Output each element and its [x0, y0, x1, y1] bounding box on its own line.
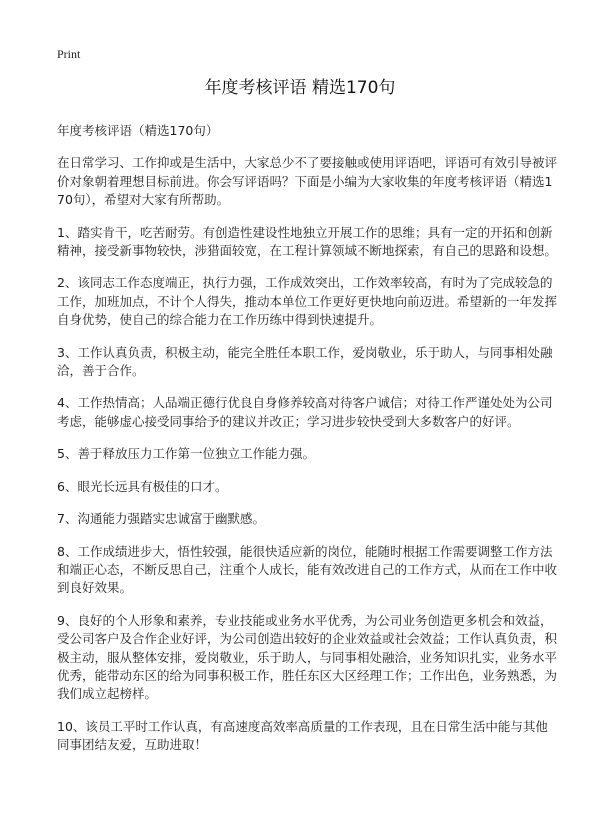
- print-link[interactable]: Print: [57, 47, 81, 61]
- list-item: 3、工作认真负责，积极主动，能完全胜任本职工作，爱岗敬业，乐于助人，与同事相处融洽，善于合作。: [57, 344, 553, 379]
- list-item: 4、工作热情高；人品端正德行优良自身修养较高对待客户诚信；对待工作严谨处处为公司考虑，能够虚心接受同事给予的建议并改正；学习进步较快受到大多数客户的好评。: [57, 395, 553, 429]
- article-body: [57, 122, 557, 769]
- list-item: 9、良好的个人形象和素养，专业技能或业务水平优秀，为公司业务创造更多机会和效益，受公司客户及合作企业好评，为公司创造出较好的企业效益或社会效益；工作认真负责，积极主动，服从整体安排，爱岗敬业，乐于助人，与同事相处融洽，业务知识扎实，业务水平优秀，能带动东区的给为同事积极工作，胜任东区大区经理工作；工作出色，业务熟悉，为我们成立起榜样。: [57, 612, 558, 702]
- list-item: 1、踏实肯干，吃苦耐劳。有创造性建设性地独立开展工作的思维；具有一定的开拓和创新精神，接受新事物较快，涉猎面较宽，在工程计算领域不断地探索，有自己的思路和设想。: [57, 224, 558, 259]
- list-item: 7、沟通能力强踏实忠诚富于幽默感。: [57, 511, 265, 527]
- list-item: 6、眼光长远具有极佳的口才。: [57, 478, 228, 494]
- list-item: 8、工作成绩进步大，悟性较强，能很快适应新的岗位，能随时根据工作需要调整工作方法和端正心态，不断反思自己，注重个人成长，能有效改进自己的工作方式，从而在工作中收到良好效果。: [57, 543, 558, 596]
- page-title: 年度考核评语 精选170句: [204, 78, 396, 98]
- list-item: 5、善于释放压力工作第一位独立工作能力强。: [57, 446, 315, 462]
- article-subtitle: 年度考核评语（精选170句）: [57, 123, 219, 138]
- list-item: 2、该同志工作态度端正，执行力强，工作成效突出，工作效率较高，有时为了完成较急的工作，加班加点，不计个人得失，推动本单位工作更好更快地向前迈进。希望新的一年发挥自身优势，使自己的综合能力在工作历练中得到快速提升。: [57, 275, 558, 328]
- intro-paragraph: 在日常学习、工作抑或是生活中，大家总少不了要接触或使用评语吧，评语可有效引导被评价对象朝着理想目标前进。你会写评语吗？下面是小编为大家收集的年度考核评语（精选170句），希望对大家有所帮助。: [57, 155, 558, 208]
- list-item: 10、该员工平时工作认真，有高速度高效率高质量的工作表现，且在日常生活中能与其他同事团结友爱，互助进取！: [57, 718, 548, 753]
